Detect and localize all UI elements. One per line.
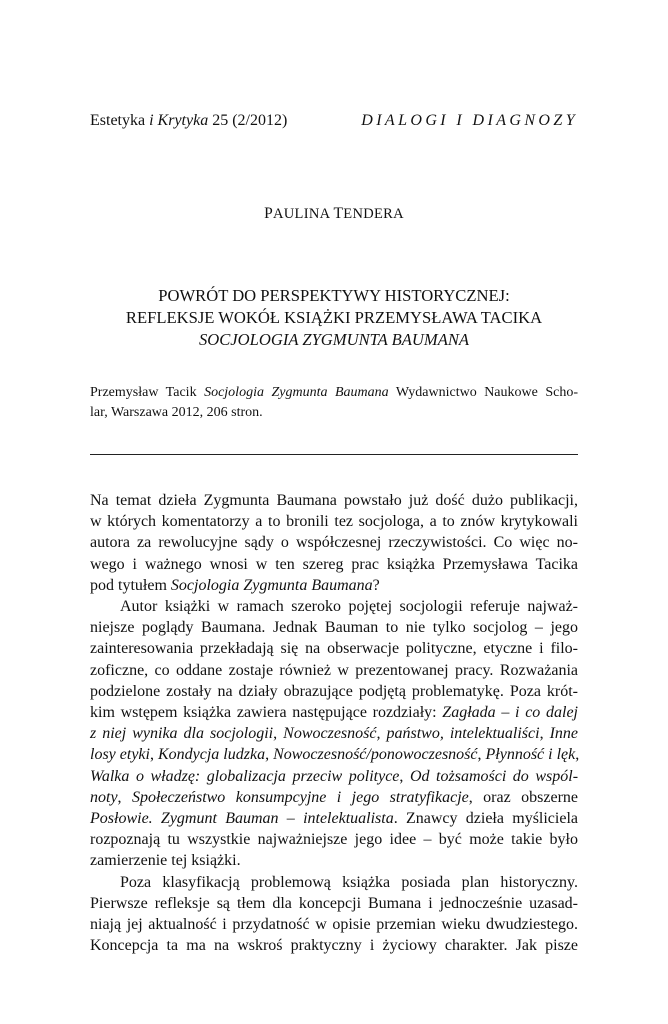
article-body <box>90 490 578 956</box>
body-line: w których komentatorzy a to bronili tez socjologa, a to znów krytykowali <box>90 513 578 531</box>
body-line: losy etyki, Kondycja ludzka, Nowoczesność/ponowoczesność, Płynność i lęk, <box>90 746 580 764</box>
body-line: wego i ważnego wnosi w ten szereg prac książka Przemysława Tacika <box>90 555 578 573</box>
body-line: podzielone zostały na działy obrazujące podjętą problematykę. Poza krót- <box>90 682 578 700</box>
body-line: zamierzenie tej książki. <box>90 852 241 870</box>
body-line: pod tytułem Socjologia Zygmunta Baumana? <box>90 576 380 594</box>
biblio-line-2: lar, Warszawa 2012, 206 stron. <box>90 405 263 420</box>
body-line: Koncepcja ta ma na wskroś praktyczny i życiowy charakter. Jak pisze <box>90 937 578 955</box>
section-divider <box>90 454 578 455</box>
section-name: DIALOGI I DIAGNOZY <box>361 112 578 129</box>
article-title <box>90 285 578 351</box>
biblio-line-1: Przemysław Tacik Socjologia Zygmunta Baumana Wydawnictwo Naukowe Scho- <box>90 385 579 400</box>
body-line: z niej wynika dla socjologii, Nowoczesność, państwo, intelektualiści, Inne <box>90 725 579 743</box>
body-line: Na temat dzieła Zygmunta Baumana powstało już dość dużo publikacji, <box>90 492 578 509</box>
body-line: zoficzne, co oddane zostaje również w prezentowanej pracy. Rozważania <box>90 661 578 679</box>
journal-citation: Estetyka i Krytyka 25 (2/2012) <box>90 112 288 129</box>
body-line: zainteresowania przekładają się na obserwacje polityczne, etyczne i filo- <box>90 640 578 658</box>
body-line: Walka o władzę: globalizacja przeciw polityce, Od tożsamości do wspól- <box>90 767 579 785</box>
running-header <box>90 112 578 134</box>
body-line: rozpoznają tu wszystkie najważniejsze jego idee – być może takie było <box>90 831 578 849</box>
body-line: autora za rewolucyjne sądy o współczesnej rzeczywistości. Co więc no- <box>90 534 578 552</box>
title-line-1: POWRÓT DO PERSPEKTYWY HISTORYCZNEJ: <box>158 286 510 305</box>
title-line-2: REFLEKSJE WOKÓŁ KSIĄŻKI PRZEMYSŁAWA TACIKA <box>125 308 543 327</box>
body-line: Poza klasyfikacją problemową książka posiada plan historyczny. <box>120 873 578 891</box>
bibliographic-note <box>90 383 578 423</box>
body-line: Posłowie. Zygmunt Bauman – intelektualista. Znawcy dzieła myśliciela <box>90 810 579 828</box>
body-line: Pierwsze refleksje są tłem dla koncepcji Bumana i jednocześnie uzasad- <box>90 894 578 912</box>
body-line: Autor książki w ramach szeroko pojętej socjologii referuje najważ- <box>120 598 578 616</box>
body-line: niejsze poglądy Baumana. Jednak Bauman to nie tylko socjolog – jego <box>90 619 578 637</box>
body-line: niają jej aktualność i przydatność w opisie przemian wieku dwudziestego. <box>90 916 578 934</box>
body-line: noty, Społeczeństwo konsumpcyjne i jego stratyfikacje, oraz obszerne <box>90 788 579 806</box>
body-line: kim wstępem książka zawiera następujące rozdziały: Zagłada – i co dalej <box>90 704 578 722</box>
article-author: PAULINA TENDERA <box>264 205 404 222</box>
title-line-3: SOCJOLOGIA ZYGMUNTA BAUMANA <box>198 330 470 349</box>
